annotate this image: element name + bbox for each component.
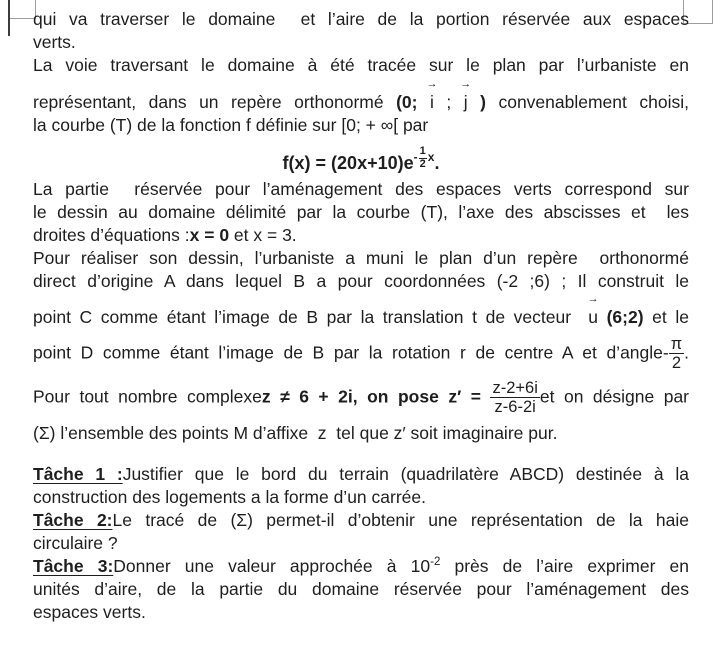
body-line-11 bbox=[33, 270, 689, 293]
body-line-10 bbox=[33, 247, 689, 270]
text-span: f(x) = (20x+10)e bbox=[282, 153, 414, 174]
text-span: verts. bbox=[33, 32, 76, 52]
text-span: qui va traverser le domaine et l’aire de la portion réservée aux espaces bbox=[33, 9, 689, 29]
text-span: ) bbox=[467, 92, 486, 112]
text-span: . bbox=[684, 342, 689, 363]
body-line-02 bbox=[33, 31, 689, 54]
text-span: Justifier que le bord du terrain (quadrilatère ABCD) destinée à la bbox=[122, 463, 689, 484]
text-span: Pour tout nombre complexe bbox=[33, 385, 262, 406]
text-span: (0; bbox=[396, 92, 430, 112]
text-span: -2 bbox=[430, 555, 441, 568]
text-span: et le bbox=[643, 307, 689, 328]
text-span: droites d’équations : bbox=[33, 225, 190, 246]
text-span: unités d’aire, de la partie du domaine réservée pour l’aménagement des bbox=[33, 578, 689, 599]
text-span: le dessin au domaine délimité par la courbe (T), l’axe des abscisses et les bbox=[33, 202, 689, 223]
vector-arrow-icon: → bbox=[460, 78, 472, 90]
body-line-04-repere bbox=[33, 78, 689, 114]
body-line-15 bbox=[33, 422, 689, 445]
text-span bbox=[598, 307, 607, 327]
text-span: point C comme étant l’image de B par la translation t de vecteur bbox=[33, 307, 589, 328]
text-span: circulaire ? bbox=[33, 532, 118, 553]
text-span: et x = 3. bbox=[229, 225, 297, 246]
text-span: z′ = bbox=[448, 385, 491, 406]
vector-i: → i bbox=[426, 78, 438, 112]
body-line-09 bbox=[33, 224, 689, 247]
vector-arrow-icon: → bbox=[426, 78, 438, 90]
task-3-line-2 bbox=[33, 578, 689, 601]
body-line-14-complexe bbox=[33, 379, 689, 416]
task-3-line-1 bbox=[33, 555, 689, 578]
body-line-08 bbox=[33, 201, 689, 224]
fraction: $\frac{1}{2}$ bbox=[419, 145, 426, 170]
text-span: (6;2) bbox=[606, 307, 644, 328]
body-line-12-vecteur bbox=[33, 293, 689, 329]
text-span: point D comme étant l’image de B par la rotation r de centre A et d’angle- bbox=[33, 342, 669, 363]
vector-j: → j bbox=[460, 78, 472, 112]
task-2-line-2 bbox=[33, 532, 689, 555]
vector-u: → u bbox=[587, 293, 599, 328]
text-span: Le tracé de (Σ) permet-il d’obtenir une représentation de la haie bbox=[112, 509, 689, 530]
text-span: représentant, dans un repère orthonormé bbox=[33, 92, 397, 112]
text-span: Pour réaliser son dessin, l’urbaniste a muni le plan d’un repère orthonormé bbox=[33, 248, 689, 269]
document-body bbox=[33, 8, 689, 624]
text-span: Tâche 2: bbox=[33, 509, 113, 530]
text-span: direct d’origine A dans lequel B a pour coordonnées (-2 ;6) ; Il construit le bbox=[33, 271, 689, 292]
text-span: espaces verts. bbox=[33, 601, 146, 622]
text-span: (Σ) l’ensemble des points M d’affixe z tel que z′ soit imaginaire pur. bbox=[33, 422, 558, 443]
task-2-line-1 bbox=[33, 509, 689, 532]
text-span: ; bbox=[433, 92, 464, 112]
text-span: La voie traversant le domaine à été tracée sur le plan par l’urbaniste en bbox=[33, 55, 689, 75]
vector-arrow-icon: → bbox=[587, 293, 599, 306]
text-span: et on désigne par bbox=[539, 385, 690, 406]
body-line-13-rotation bbox=[33, 335, 689, 372]
text-span: - bbox=[413, 150, 418, 165]
task-1-line-2 bbox=[33, 486, 689, 509]
task-1-line-1 bbox=[33, 463, 689, 486]
body-line-07 bbox=[33, 178, 689, 201]
text-span: construction des logements a la forme d’un carrée. bbox=[33, 486, 426, 507]
text-span: près de l’aire exprimer en bbox=[440, 555, 690, 576]
pi-over-2-fraction: $\frac{\pi}{2}$ bbox=[670, 335, 683, 373]
text-span: x bbox=[427, 150, 435, 165]
text-span: Tâche 3: bbox=[33, 555, 114, 576]
task-3-line-3 bbox=[33, 601, 689, 624]
exponent-group bbox=[414, 146, 435, 170]
body-line-03 bbox=[33, 54, 689, 77]
text-span: . bbox=[434, 153, 440, 174]
text-span: z ≠ 6 + 2i, on pose bbox=[261, 385, 449, 406]
top-left-edge-tick bbox=[8, 0, 10, 36]
text-span: x = 0 bbox=[189, 225, 230, 246]
text-span: La partie réservée pour l’aménagement des espaces verts correspond sur bbox=[33, 179, 689, 200]
body-line-05 bbox=[33, 114, 689, 137]
text-span: Donner une valeur approchée à 10 bbox=[113, 555, 431, 576]
formula-line bbox=[33, 146, 689, 178]
z-prime-fraction: $\frac{z-2+6i}{z-6-2i}$ bbox=[492, 378, 538, 416]
text-span: Tâche 1 : bbox=[33, 463, 123, 484]
text-span: convenablement choisi, bbox=[485, 92, 689, 112]
body-line-01 bbox=[33, 8, 689, 31]
top-left-corner-mark bbox=[8, 0, 36, 19]
text-span: la courbe (T) de la fonction f définie sur [0; + ∞[ par bbox=[33, 115, 429, 135]
